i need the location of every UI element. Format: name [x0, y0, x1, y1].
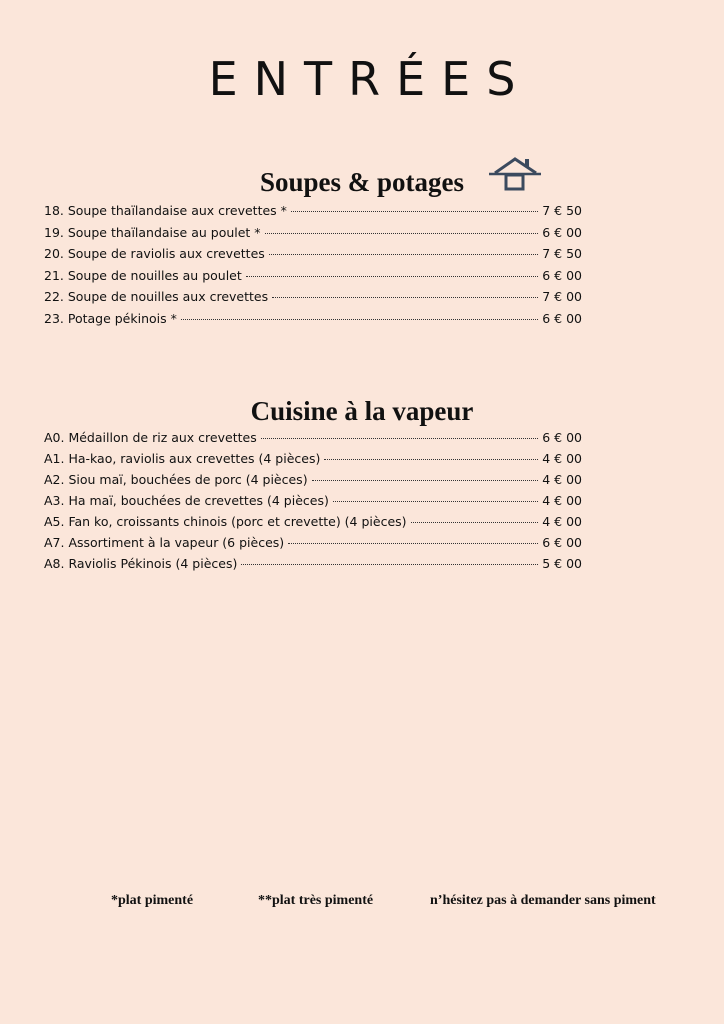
menu-item	[44, 289, 582, 311]
dot-leader	[333, 501, 538, 502]
menu-item	[44, 203, 582, 225]
item-name: A1. Ha-kao, raviolis aux crevettes (4 pièces)	[44, 451, 321, 466]
footnote-spicy: *plat pimenté	[111, 893, 194, 908]
item-price: 6 € 00	[542, 224, 582, 240]
item-name: 21. Soupe de nouilles au poulet	[44, 267, 242, 283]
item-price: 7 € 00	[542, 289, 582, 304]
item-price: 4 € 00	[542, 472, 582, 487]
item-price: 4 € 00	[542, 493, 582, 508]
item-price: 4 € 00	[542, 451, 582, 466]
item-name: A5. Fan ko, croissants chinois (porc et crevette) (4 pièces)	[44, 514, 407, 529]
dot-leader	[261, 438, 539, 439]
item-name: A0. Médaillon de riz aux crevettes	[44, 430, 257, 445]
item-price: 4 € 00	[542, 514, 582, 529]
menu-item	[44, 535, 582, 556]
soups-menu-list	[44, 203, 582, 332]
dot-leader	[291, 211, 538, 212]
menu-item	[44, 311, 582, 333]
item-price: 5 € 00	[542, 556, 582, 571]
item-name: 23. Potage pékinois *	[44, 310, 177, 326]
menu-item	[44, 451, 582, 472]
item-name: 18. Soupe thaïlandaise aux crevettes *	[44, 203, 287, 218]
item-price: 7 € 50	[542, 203, 582, 218]
item-name: A7. Assortiment à la vapeur (6 pièces)	[44, 535, 285, 550]
item-price: 6 € 00	[542, 535, 582, 550]
dot-leader	[241, 564, 538, 565]
dot-leader	[312, 480, 539, 481]
item-name: A8. Raviolis Pékinois (4 pièces)	[44, 556, 238, 571]
dot-leader	[265, 233, 539, 234]
section-title-steam: Cuisine à la vapeur	[250, 396, 474, 426]
item-price: 6 € 00	[542, 310, 582, 326]
item-price: 7 € 50	[542, 246, 582, 261]
dot-leader	[269, 254, 538, 255]
footnote-no-spice: n’hésitez pas à demander sans piment	[430, 893, 656, 908]
item-price: 6 € 00	[542, 267, 582, 283]
menu-item	[44, 493, 582, 514]
item-name: A2. Siou maï, bouchées de porc (4 pièces)	[44, 472, 308, 487]
item-price: 6 € 00	[542, 430, 582, 445]
dot-leader	[324, 459, 538, 460]
house-icon	[489, 156, 541, 192]
menu-item	[44, 556, 582, 577]
steam-menu-list	[44, 430, 582, 577]
dot-leader	[246, 276, 538, 277]
dot-leader	[288, 543, 538, 544]
page-title: ENTRÉES	[208, 52, 532, 106]
menu-item	[44, 246, 582, 268]
menu-item	[44, 472, 582, 493]
menu-item	[44, 514, 582, 535]
section-title-soups: Soupes & potages	[259, 167, 465, 197]
dot-leader	[411, 522, 539, 523]
footnote-very-spicy: **plat très pimenté	[258, 893, 374, 908]
item-name: 22. Soupe de nouilles aux crevettes	[44, 289, 269, 304]
item-name: A3. Ha maï, bouchées de crevettes (4 pièces)	[44, 493, 329, 508]
menu-item	[44, 225, 582, 247]
item-name: 20. Soupe de raviolis aux crevettes	[44, 246, 265, 261]
dot-leader	[272, 297, 538, 298]
dot-leader	[181, 319, 538, 320]
menu-item	[44, 268, 582, 290]
item-name: 19. Soupe thaïlandaise au poulet *	[44, 224, 261, 240]
menu-item	[44, 430, 582, 451]
